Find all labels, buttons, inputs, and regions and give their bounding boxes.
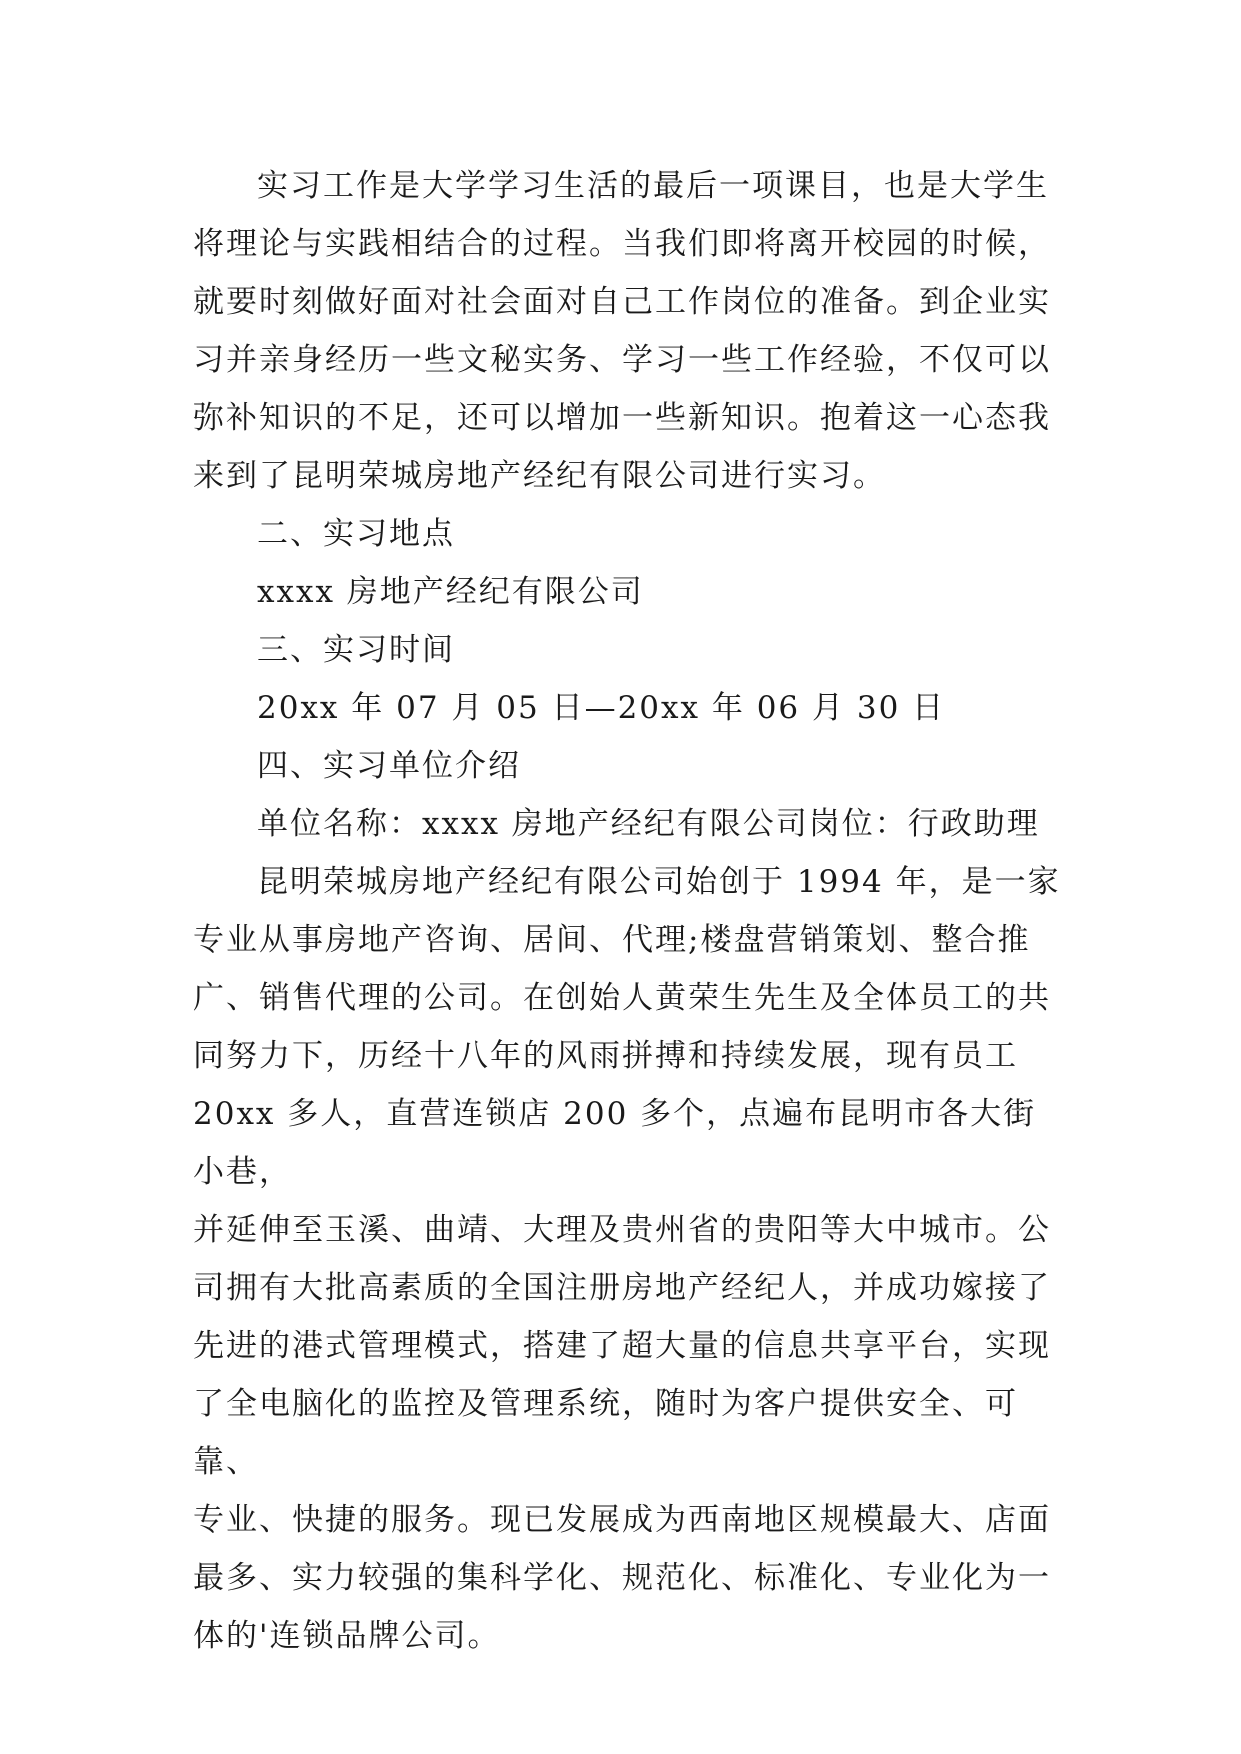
text-line: 习并亲身经历一些文秘实务、学习一些工作经验，不仅可以 bbox=[193, 342, 1051, 378]
section-heading-company bbox=[193, 737, 1063, 795]
text-line: 三、实习时间 bbox=[257, 632, 455, 668]
text-line: 司拥有大批高素质的全国注册房地产经纪人，并成功嫁接了 bbox=[193, 1270, 1051, 1306]
text-line: 先进的港式管理模式，搭建了超大量的信息共享平台，实现 bbox=[193, 1328, 1051, 1364]
text-line: 20xx 年 07 月 05 日—20xx 年 06 月 30 日 bbox=[257, 690, 946, 726]
section-heading-location bbox=[193, 505, 1063, 563]
section-body-company bbox=[193, 853, 1063, 1665]
section-body-location bbox=[193, 563, 1063, 621]
text-line: 20xx 多人，直营连锁店 200 多个，点遍布昆明市各大街小巷， bbox=[193, 1096, 1037, 1190]
text-line: 广、销售代理的公司。在创始人黄荣生先生及全体员工的共 bbox=[193, 980, 1051, 1016]
text-line: 专业从事房地产咨询、居间、代理;楼盘营销策划、整合推 bbox=[193, 922, 1031, 958]
section-body-time bbox=[193, 679, 1063, 737]
section-heading-time bbox=[193, 621, 1063, 679]
text-line: 专业、快捷的服务。现已发展成为西南地区规模最大、店面 bbox=[193, 1502, 1051, 1538]
text-line: 来到了昆明荣城房地产经纪有限公司进行实习。 bbox=[193, 458, 886, 494]
section-company-unit bbox=[193, 795, 1063, 853]
text-line: 同努力下，历经十八年的风雨拼搏和持续发展，现有员工 bbox=[193, 1038, 1018, 1074]
text-line: xxxx 房地产经纪有限公司 bbox=[257, 574, 644, 610]
text-line: 单位名称：xxxx 房地产经纪有限公司岗位：行政助理 bbox=[257, 806, 1040, 842]
document-body bbox=[193, 157, 1063, 1665]
text-line: 昆明荣城房地产经纪有限公司始创于 1994 年，是一家 bbox=[257, 864, 1061, 900]
text-line: 弥补知识的不足，还可以增加一些新知识。抱着这一心态我 bbox=[193, 400, 1051, 436]
text-line: 并延伸至玉溪、曲靖、大理及贵州省的贵阳等大中城市。公 bbox=[193, 1212, 1051, 1248]
text-line: 体的'连锁品牌公司。 bbox=[193, 1618, 501, 1654]
text-line: 实习工作是大学学习生活的最后一项课目，也是大学生 bbox=[257, 168, 1049, 204]
text-line: 四、实习单位介绍 bbox=[257, 748, 521, 784]
intro-paragraph bbox=[193, 157, 1063, 505]
text-line: 最多、实力较强的集科学化、规范化、标准化、专业化为一 bbox=[193, 1560, 1051, 1596]
text-line: 二、实习地点 bbox=[257, 516, 455, 552]
text-line: 就要时刻做好面对社会面对自己工作岗位的准备。到企业实 bbox=[193, 284, 1051, 320]
text-line: 将理论与实践相结合的过程。当我们即将离开校园的时候， bbox=[193, 226, 1051, 262]
text-line: 了全电脑化的监控及管理系统，随时为客户提供安全、可靠、 bbox=[193, 1386, 1018, 1480]
